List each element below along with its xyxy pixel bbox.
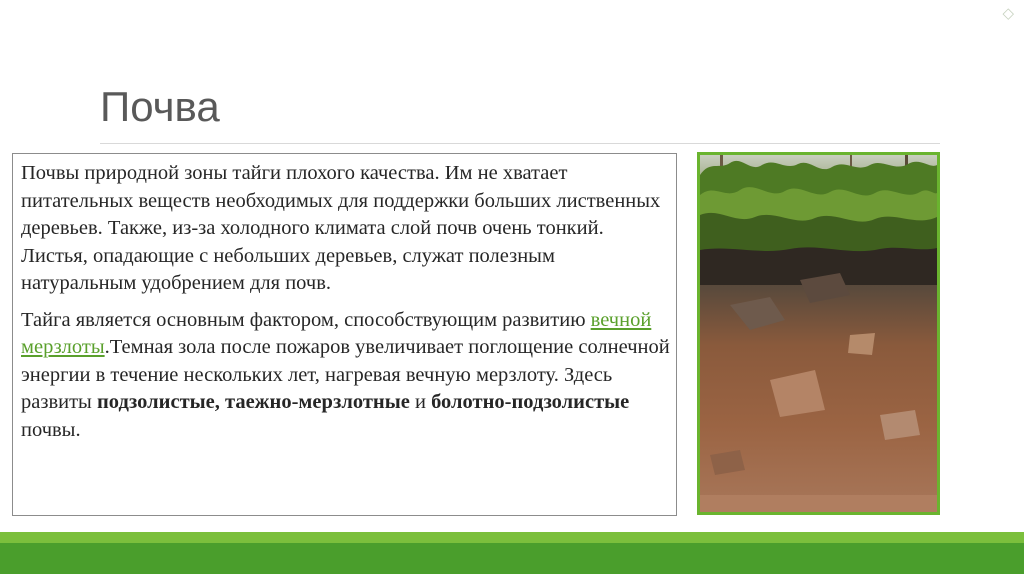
hollow-diamond-icon: ◇ (1002, 4, 1014, 22)
paragraph-after-link: .Темная зола после пожаров увеличивает поглощение солнечной энергии в течение нескольких лет, нагревая вечную мерзлоту. Здесь развиты (21, 336, 670, 413)
soil-profile-photo (697, 152, 940, 515)
paragraph-soil-quality: Почвы природной зоны тайги плохого качества. Им не хватает питательных веществ необходимых для поддержки больших лиственных деревьев. Также, из-за холодного климата слой почв очень тонкий. Листья, опадающие с небольших деревьев, служат полезным натуральным удобрением для почв. (21, 162, 661, 294)
soil-type-bold-1: подзолистые, таежно-мерзлотные (96, 391, 410, 413)
paragraph-between: и (409, 391, 432, 413)
paragraph-tail: почвы. (21, 418, 81, 441)
paragraph-lead: Тайга является основным фактором, способствующим развитию (21, 308, 591, 331)
permafrost-link[interactable]: вечной мерзлоты (21, 308, 652, 358)
footer-stripe-light (0, 532, 1024, 543)
paragraph-taiga-permafrost (21, 307, 670, 445)
soil-type-bold-2: болотно-подзолистые (431, 391, 630, 413)
slide-title: Почва (100, 83, 220, 130)
title-divider (100, 143, 940, 144)
footer-stripe-dark (0, 543, 1024, 574)
text-box (12, 153, 677, 516)
soil-profile-illustration (700, 155, 937, 512)
